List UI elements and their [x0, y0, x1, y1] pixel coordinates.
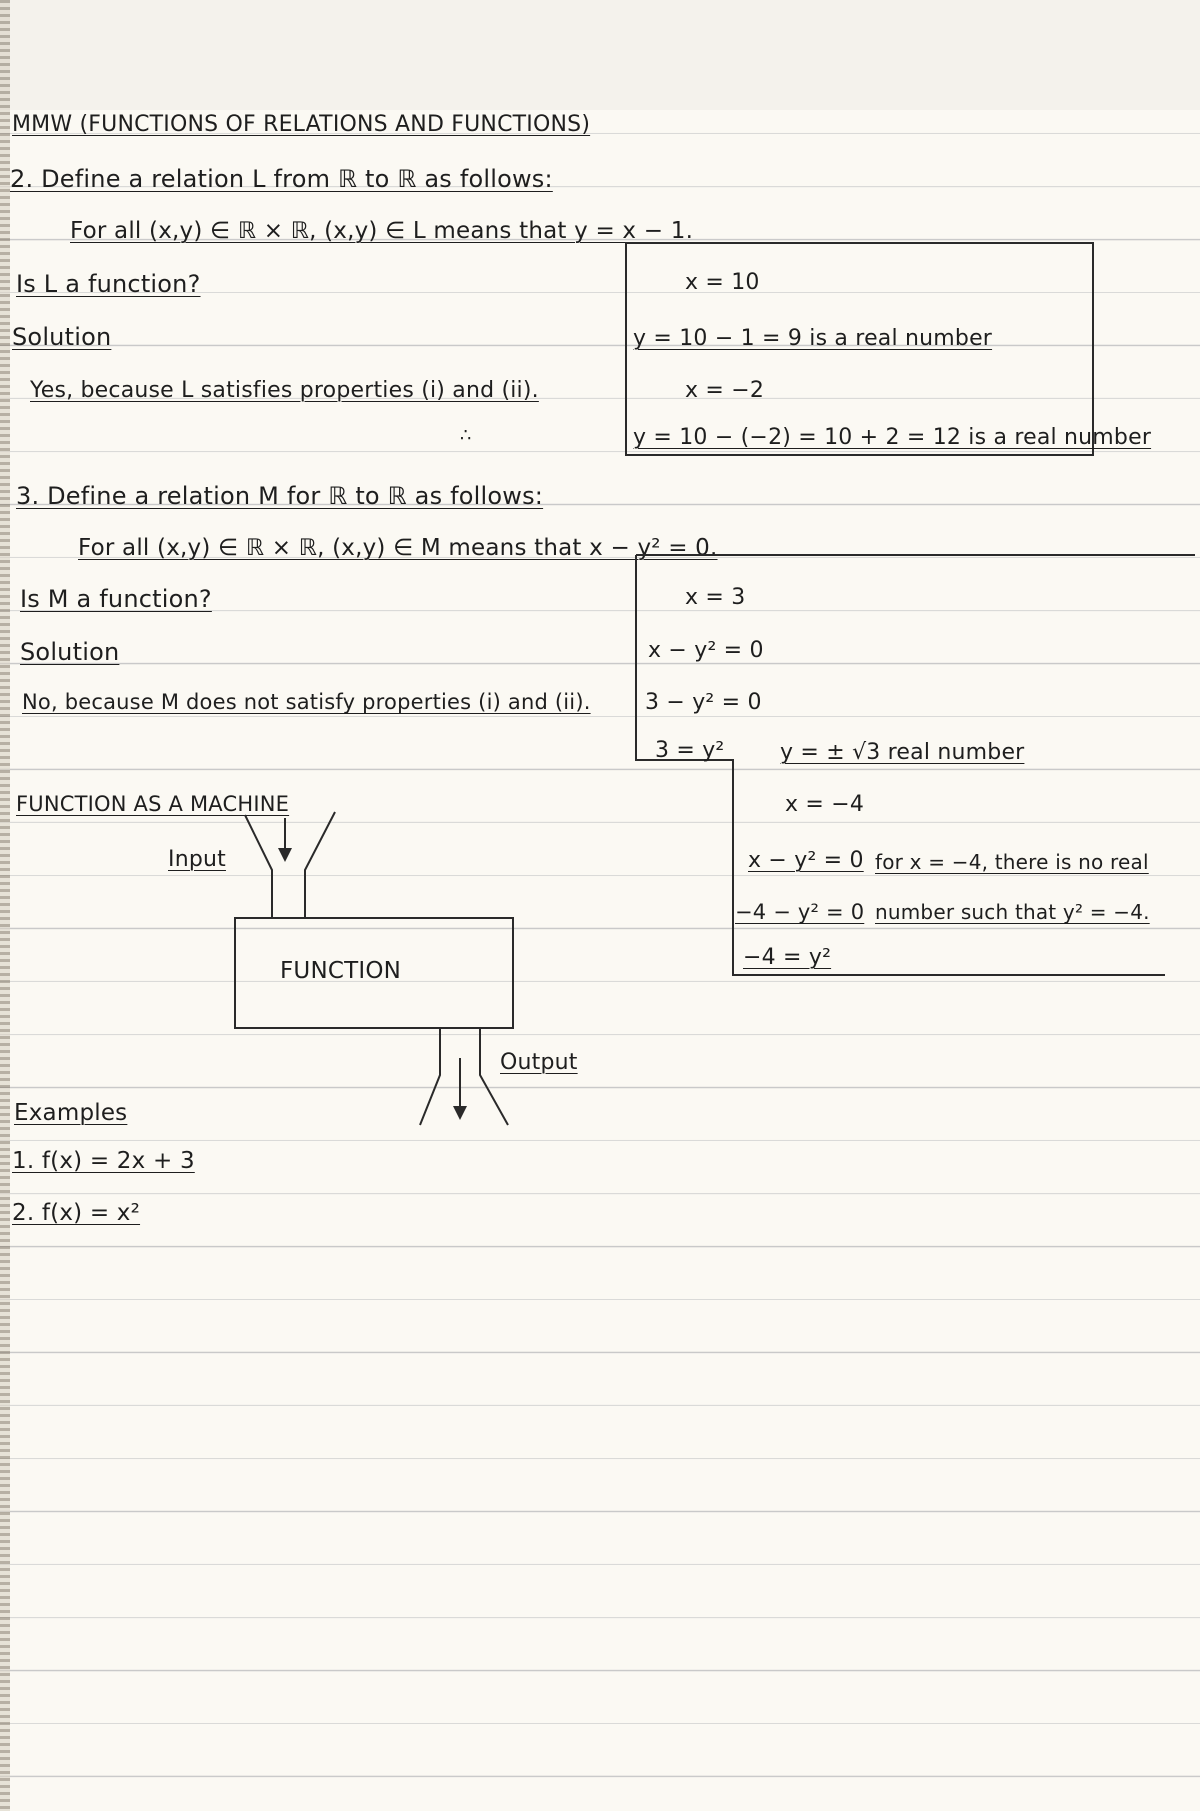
function-box-label: FUNCTION	[280, 958, 402, 984]
problem-3-work-line: 3 = y²	[655, 738, 725, 763]
problem-3-answer: No, because M does not satisfy properties (i) and (ii).	[22, 690, 591, 714]
problem-2-work-line: y = 10 − 1 = 9 is a real number	[633, 326, 993, 351]
problem-3-work-line: −4 − y² = 0	[735, 900, 865, 924]
problem-2-answer: Yes, because L satisfies properties (i) and (ii).	[30, 378, 539, 403]
problem-2-definition: For all (x,y) ∈ ℝ × ℝ, (x,y) ∈ L means that y = x − 1.	[70, 218, 694, 244]
problem-2-work-line: y = 10 − (−2) = 10 + 2 = 12 is a real number	[633, 425, 1152, 450]
problem-3-work-line: −4 = y²	[743, 945, 832, 970]
machine-heading: FUNCTION AS A MACHINE	[16, 792, 290, 816]
output-label: Output	[500, 1050, 578, 1075]
problem-3-work-line: number such that y² = −4.	[875, 900, 1150, 924]
problem-2-work-line: x = 10	[685, 270, 760, 295]
problem-2-work-line: x = −2	[685, 378, 765, 403]
problem-3-work-line: for x = −4, there is no real	[875, 850, 1149, 874]
problem-2-solution-label: Solution	[12, 323, 112, 351]
problem-3-work-line: y = ± √3 real number	[780, 740, 1025, 765]
problem-3-work-line: x = 3	[685, 585, 746, 610]
problem-3-work-line: x = −4	[785, 792, 865, 817]
example-item: 2. f(x) = x²	[12, 1200, 141, 1226]
problem-2-statement: 2. Define a relation L from ℝ to ℝ as follows:	[10, 165, 553, 193]
problem-2-question: Is L a function?	[16, 270, 201, 298]
examples-heading: Examples	[14, 1100, 128, 1126]
example-item: 1. f(x) = 2x + 3	[12, 1148, 195, 1174]
problem-3-work-line: x − y² = 0	[648, 638, 764, 663]
problem-3-work-line: x − y² = 0	[748, 848, 864, 873]
problem-3-work-line: 3 − y² = 0	[645, 690, 762, 715]
problem-3-statement: 3. Define a relation M for ℝ to ℝ as follows:	[16, 482, 544, 510]
problem-3-definition: For all (x,y) ∈ ℝ × ℝ, (x,y) ∈ M means that x − y² = 0.	[78, 535, 718, 561]
input-label: Input	[168, 847, 226, 872]
problem-3-question: Is M a function?	[20, 585, 212, 613]
problem-3-solution-label: Solution	[20, 638, 120, 666]
therefore-symbol: ∴	[460, 425, 472, 446]
page-title: MMW (FUNCTIONS OF RELATIONS AND FUNCTIONS)	[12, 112, 591, 137]
